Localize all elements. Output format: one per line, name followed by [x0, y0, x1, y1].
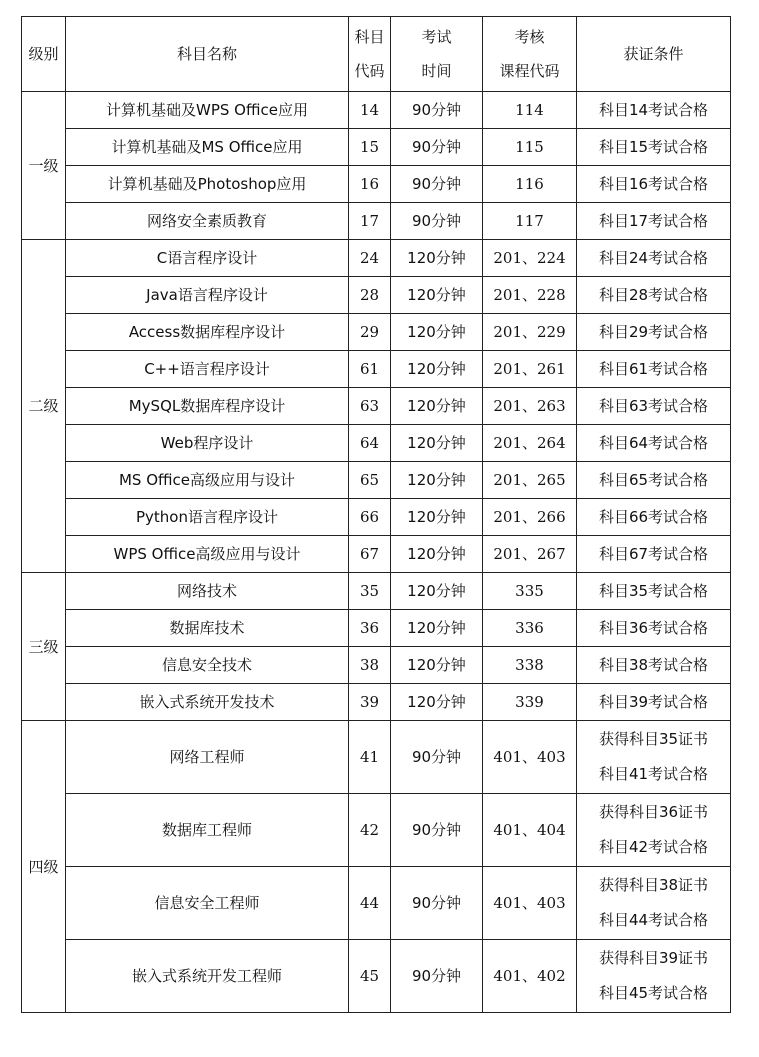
header-course-code-line1: 考核 [514, 28, 545, 46]
subject-code-cell: 15 [349, 129, 391, 166]
exam-time-cell: 120分钟 [391, 240, 483, 277]
header-subject-code-line2: 代码 [354, 62, 385, 80]
header-level: 级别 [22, 17, 66, 92]
course-code-cell: 339 [483, 684, 577, 721]
condition-line: 科目35考试合格 [598, 582, 709, 600]
condition-cell [577, 536, 731, 573]
level-cell: 一级 [22, 92, 66, 240]
exam-time-cell: 120分钟 [391, 277, 483, 314]
exam-time-cell: 120分钟 [391, 351, 483, 388]
course-code-cell: 201、228 [483, 277, 577, 314]
table-row [22, 425, 731, 462]
condition-cell [577, 240, 731, 277]
subject-name-cell: 嵌入式系统开发工程师 [66, 940, 349, 1013]
condition-line: 获得科目39证书 [598, 949, 709, 967]
subject-code-cell: 41 [349, 721, 391, 794]
condition-line: 获得科目36证书 [598, 803, 709, 821]
exam-time-cell: 90分钟 [391, 940, 483, 1013]
condition-cell [577, 388, 731, 425]
condition-cell [577, 425, 731, 462]
condition-cell [577, 499, 731, 536]
level-cell: 四级 [22, 721, 66, 1013]
subject-name-cell: Python语言程序设计 [66, 499, 349, 536]
course-code-cell: 401、403 [483, 721, 577, 794]
table-row [22, 610, 731, 647]
header-subject-code-line1: 科目 [354, 28, 385, 46]
course-code-cell: 201、229 [483, 314, 577, 351]
exam-time-cell: 120分钟 [391, 536, 483, 573]
level-cell: 三级 [22, 573, 66, 721]
subject-code-cell: 29 [349, 314, 391, 351]
condition-line: 科目64考试合格 [598, 434, 709, 452]
course-code-cell: 336 [483, 610, 577, 647]
table-row [22, 129, 731, 166]
subject-code-cell: 38 [349, 647, 391, 684]
header-course-code-line2: 课程代码 [499, 62, 560, 80]
course-code-cell: 114 [483, 92, 577, 129]
condition-line: 科目16考试合格 [598, 175, 709, 193]
condition-cell [577, 610, 731, 647]
subject-name-cell: 网络安全素质教育 [66, 203, 349, 240]
subject-name-cell: MySQL数据库程序设计 [66, 388, 349, 425]
subject-code-cell: 28 [349, 277, 391, 314]
header-exam-time-line2: 时间 [421, 62, 452, 80]
condition-cell [577, 684, 731, 721]
exam-time-cell: 120分钟 [391, 647, 483, 684]
subject-name-cell: Access数据库程序设计 [66, 314, 349, 351]
condition-line: 科目24考试合格 [598, 249, 709, 267]
condition-line: 科目14考试合格 [598, 101, 709, 119]
course-code-cell: 401、404 [483, 794, 577, 867]
condition-cell [577, 92, 731, 129]
subject-name-cell: 嵌入式系统开发技术 [66, 684, 349, 721]
subject-name-cell: WPS Office高级应用与设计 [66, 536, 349, 573]
condition-line: 科目66考试合格 [598, 508, 709, 526]
subject-code-cell: 66 [349, 499, 391, 536]
condition-cell [577, 940, 731, 1013]
subject-code-cell: 63 [349, 388, 391, 425]
condition-cell [577, 721, 731, 794]
header-subject-code [349, 17, 391, 92]
table-row [22, 277, 731, 314]
subject-name-cell: C++语言程序设计 [66, 351, 349, 388]
condition-cell [577, 647, 731, 684]
subject-code-cell: 17 [349, 203, 391, 240]
condition-cell [577, 203, 731, 240]
condition-cell [577, 867, 731, 940]
exam-time-cell: 90分钟 [391, 166, 483, 203]
condition-line: 获得科目38证书 [598, 876, 709, 894]
course-code-cell: 201、263 [483, 388, 577, 425]
exam-time-cell: 120分钟 [391, 610, 483, 647]
subject-code-cell: 35 [349, 573, 391, 610]
condition-line: 科目63考试合格 [598, 397, 709, 415]
condition-line: 科目41考试合格 [598, 765, 709, 783]
header-exam-time-line1: 考试 [421, 28, 452, 46]
subject-name-cell: C语言程序设计 [66, 240, 349, 277]
exam-time-cell: 90分钟 [391, 794, 483, 867]
level-cell: 二级 [22, 240, 66, 573]
subject-name-cell: 数据库技术 [66, 610, 349, 647]
table-row [22, 684, 731, 721]
subject-name-cell: 计算机基础及MS Office应用 [66, 129, 349, 166]
subject-name-cell: 数据库工程师 [66, 794, 349, 867]
condition-line: 科目67考试合格 [598, 545, 709, 563]
condition-line: 科目45考试合格 [598, 984, 709, 1002]
course-code-cell: 335 [483, 573, 577, 610]
table-row [22, 203, 731, 240]
subject-name-cell: 网络技术 [66, 573, 349, 610]
condition-line: 科目44考试合格 [598, 911, 709, 929]
condition-cell [577, 794, 731, 867]
exam-time-cell: 120分钟 [391, 684, 483, 721]
table-row [22, 166, 731, 203]
condition-cell [577, 129, 731, 166]
course-code-cell: 201、266 [483, 499, 577, 536]
exam-time-cell: 90分钟 [391, 203, 483, 240]
condition-cell [577, 166, 731, 203]
exam-time-cell: 120分钟 [391, 499, 483, 536]
subject-name-cell: Java语言程序设计 [66, 277, 349, 314]
condition-line: 科目65考试合格 [598, 471, 709, 489]
exam-time-cell: 90分钟 [391, 721, 483, 794]
table-row [22, 721, 731, 794]
table-row [22, 388, 731, 425]
course-code-cell: 117 [483, 203, 577, 240]
course-code-cell: 201、224 [483, 240, 577, 277]
subject-code-cell: 45 [349, 940, 391, 1013]
condition-line: 科目61考试合格 [598, 360, 709, 378]
course-code-cell: 401、402 [483, 940, 577, 1013]
subject-code-cell: 44 [349, 867, 391, 940]
exam-time-cell: 90分钟 [391, 129, 483, 166]
course-code-cell: 201、265 [483, 462, 577, 499]
condition-cell [577, 277, 731, 314]
table-header [22, 17, 731, 92]
course-code-cell: 116 [483, 166, 577, 203]
subject-code-cell: 42 [349, 794, 391, 867]
subject-name-cell: MS Office高级应用与设计 [66, 462, 349, 499]
condition-cell [577, 314, 731, 351]
table-row [22, 314, 731, 351]
table-row [22, 573, 731, 610]
condition-cell [577, 573, 731, 610]
subject-code-cell: 39 [349, 684, 391, 721]
condition-line: 获得科目35证书 [598, 730, 709, 748]
subject-name-cell: 信息安全技术 [66, 647, 349, 684]
condition-line: 科目28考试合格 [598, 286, 709, 304]
exam-time-cell: 90分钟 [391, 92, 483, 129]
course-code-cell: 201、261 [483, 351, 577, 388]
exam-time-cell: 120分钟 [391, 573, 483, 610]
course-code-cell: 401、403 [483, 867, 577, 940]
subject-name-cell: 计算机基础及Photoshop应用 [66, 166, 349, 203]
condition-line: 科目42考试合格 [598, 838, 709, 856]
condition-cell [577, 351, 731, 388]
exam-time-cell: 120分钟 [391, 388, 483, 425]
condition-line: 科目17考试合格 [598, 212, 709, 230]
subject-name-cell: 网络工程师 [66, 721, 349, 794]
condition-line: 科目36考试合格 [598, 619, 709, 637]
exam-time-cell: 120分钟 [391, 425, 483, 462]
subject-code-cell: 14 [349, 92, 391, 129]
exam-subjects-table [21, 16, 731, 1013]
condition-line: 科目29考试合格 [598, 323, 709, 341]
course-code-cell: 115 [483, 129, 577, 166]
table-row [22, 647, 731, 684]
table-row [22, 536, 731, 573]
condition-line: 科目39考试合格 [598, 693, 709, 711]
subject-name-cell: 计算机基础及WPS Office应用 [66, 92, 349, 129]
course-code-cell: 201、264 [483, 425, 577, 462]
exam-time-cell: 90分钟 [391, 867, 483, 940]
table-row [22, 351, 731, 388]
table-row [22, 240, 731, 277]
subject-name-cell: 信息安全工程师 [66, 867, 349, 940]
table-row [22, 940, 731, 1013]
subject-name-cell: Web程序设计 [66, 425, 349, 462]
exam-time-cell: 120分钟 [391, 462, 483, 499]
header-exam-time [391, 17, 483, 92]
exam-time-cell: 120分钟 [391, 314, 483, 351]
table-row [22, 867, 731, 940]
condition-line: 科目38考试合格 [598, 656, 709, 674]
subject-code-cell: 24 [349, 240, 391, 277]
header-condition: 获证条件 [577, 17, 731, 92]
subject-code-cell: 65 [349, 462, 391, 499]
subject-code-cell: 61 [349, 351, 391, 388]
course-code-cell: 201、267 [483, 536, 577, 573]
header-row [22, 17, 731, 92]
table-row [22, 92, 731, 129]
header-subject-name: 科目名称 [66, 17, 349, 92]
table-row [22, 462, 731, 499]
header-course-code [483, 17, 577, 92]
subject-code-cell: 36 [349, 610, 391, 647]
table-row [22, 499, 731, 536]
condition-line: 科目15考试合格 [598, 138, 709, 156]
table-body [22, 92, 731, 1013]
table-row [22, 794, 731, 867]
subject-code-cell: 64 [349, 425, 391, 462]
subject-code-cell: 67 [349, 536, 391, 573]
condition-cell [577, 462, 731, 499]
course-code-cell: 338 [483, 647, 577, 684]
subject-code-cell: 16 [349, 166, 391, 203]
